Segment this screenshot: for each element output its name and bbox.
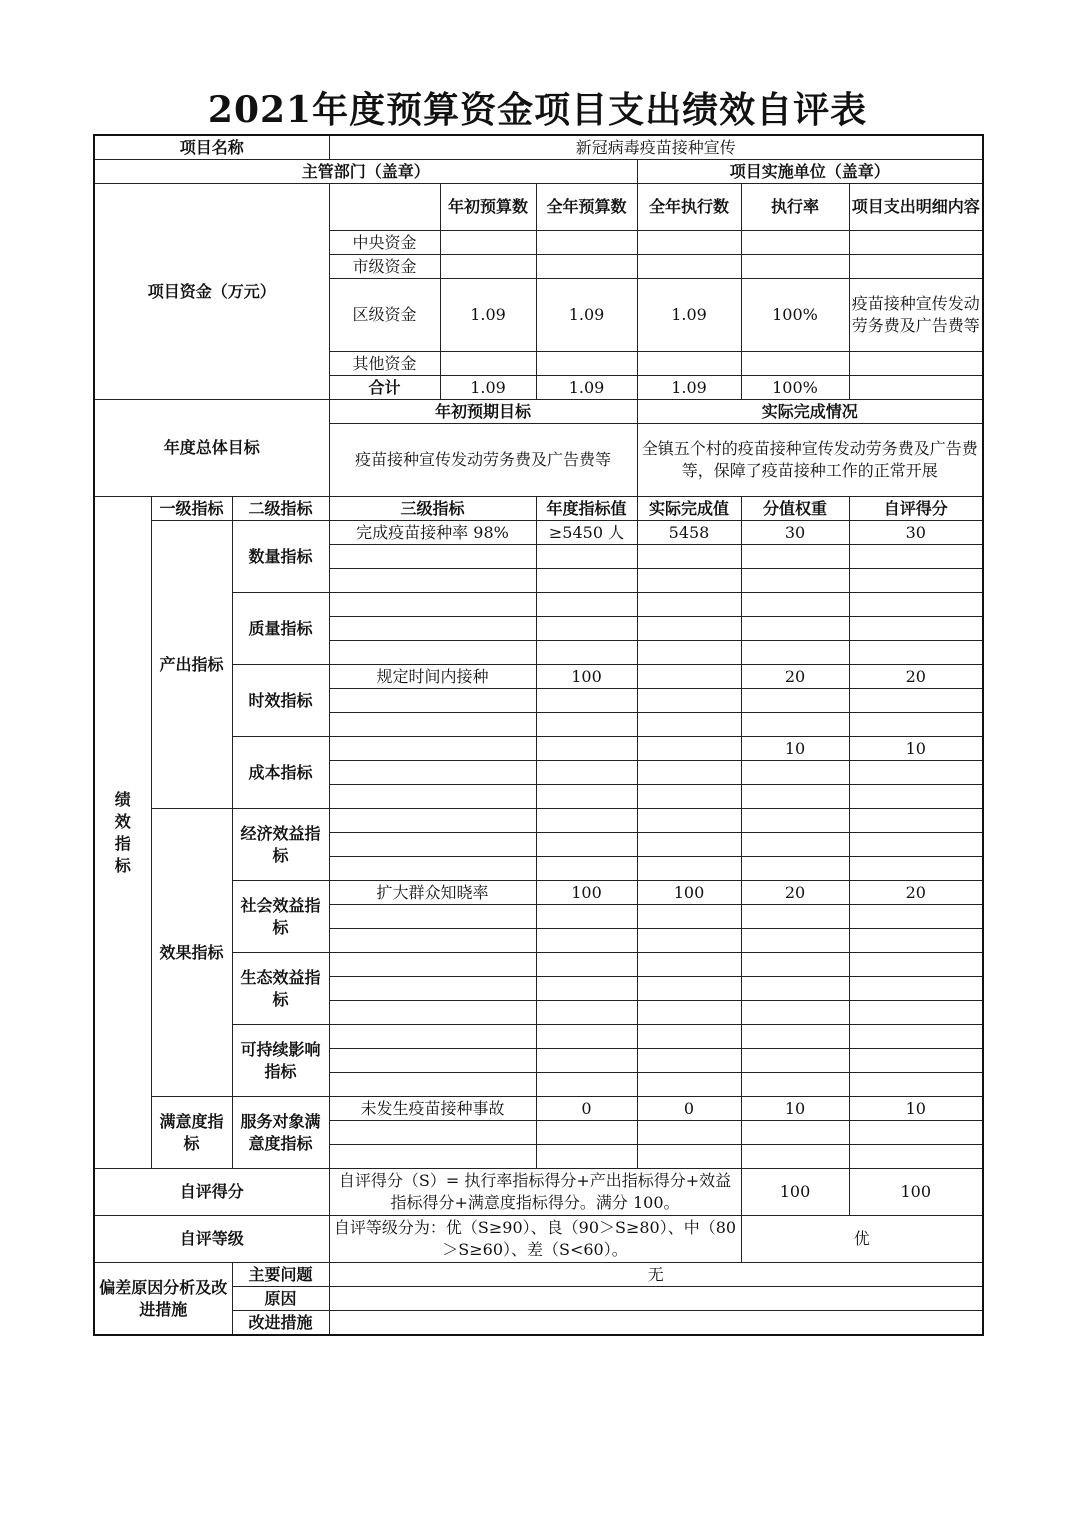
funds-row-name: 区级资金 (329, 279, 440, 352)
indicator-cell (329, 1025, 536, 1049)
target-cell (536, 569, 637, 593)
weight-cell (741, 1025, 849, 1049)
score-cell: 30 (849, 521, 983, 545)
actual-cell (637, 1001, 741, 1025)
target-cell: ≥5450 人 (536, 521, 637, 545)
funds-cell: 1.09 (440, 279, 536, 352)
score-cell: 20 (849, 665, 983, 689)
actual-cell (637, 737, 741, 761)
funds-cell: 1.09 (637, 376, 741, 400)
score-cell (849, 857, 983, 881)
actual-cell (637, 905, 741, 929)
score-cell (849, 905, 983, 929)
target-cell (536, 593, 637, 617)
problem-label: 主要问题 (232, 1263, 329, 1287)
actual-cell: 5458 (637, 521, 741, 545)
level2-quality: 质量指标 (232, 593, 329, 665)
weight-cell (741, 833, 849, 857)
self-grade-label: 自评等级 (94, 1216, 329, 1263)
funds-cell (849, 376, 983, 400)
funds-cell (741, 352, 849, 376)
level1-output: 产出指标 (151, 521, 232, 809)
weight-cell (741, 1049, 849, 1073)
self-grade-value: 优 (741, 1216, 983, 1263)
indicator-cell (329, 1121, 536, 1145)
actual-cell (637, 665, 741, 689)
target-cell (536, 785, 637, 809)
actual-cell (637, 857, 741, 881)
weight-cell (741, 905, 849, 929)
target-cell (536, 857, 637, 881)
score-cell: 20 (849, 881, 983, 905)
indicator-cell (329, 641, 536, 665)
indicator-cell (329, 977, 536, 1001)
score-cell: 10 (849, 1097, 983, 1121)
indicator-cell (329, 953, 536, 977)
goal-actual-label: 实际完成情况 (637, 400, 983, 424)
self-grade-rule: 自评等级分为：优（S≥90）、良（90＞S≥80）、中（80＞S≥60）、差（S<60）。 (329, 1216, 741, 1263)
target-cell: 0 (536, 1097, 637, 1121)
funds-header-initial: 年初预算数 (440, 184, 536, 231)
perf-header-level3: 三级指标 (329, 497, 536, 521)
funds-cell (440, 255, 536, 279)
funds-cell (849, 231, 983, 255)
funds-cell: 100% (741, 279, 849, 352)
score-cell (849, 809, 983, 833)
self-score-row (94, 1169, 983, 1216)
weight-cell: 10 (741, 1097, 849, 1121)
level2-economic: 经济效益指标 (232, 809, 329, 881)
funds-header-blank (329, 184, 440, 231)
level2-ecological: 生态效益指标 (232, 953, 329, 1025)
level2-timeliness: 时效指标 (232, 665, 329, 737)
actual-cell (637, 929, 741, 953)
indicator-cell (329, 833, 536, 857)
funds-total-label: 合计 (329, 376, 440, 400)
funds-cell (741, 231, 849, 255)
target-cell (536, 689, 637, 713)
indicator-cell (329, 929, 536, 953)
score-cell (849, 617, 983, 641)
target-cell: 100 (536, 881, 637, 905)
funds-label: 项目资金（万元） (94, 184, 329, 400)
funds-header-rate: 执行率 (741, 184, 849, 231)
actual-cell: 0 (637, 1097, 741, 1121)
goal-expected: 疫苗接种宣传发动劳务费及广告费等 (329, 424, 637, 497)
unit-label: 项目实施单位（盖章） (637, 160, 983, 184)
level2-service: 服务对象满意度指标 (232, 1097, 329, 1169)
score-cell: 10 (849, 737, 983, 761)
perf-label: 绩效指标 (94, 497, 151, 1169)
indicator-cell (329, 809, 536, 833)
goal-expected-label: 年初预期目标 (329, 400, 637, 424)
funds-detail-cell: 疫苗接种宣传发动劳务费及广告费等 (849, 279, 983, 352)
funds-cell (440, 231, 536, 255)
weight-cell (741, 785, 849, 809)
score-cell (849, 1049, 983, 1073)
actual-cell (637, 641, 741, 665)
score-cell (849, 953, 983, 977)
self-score-formula: 自评得分（S）= 执行率指标得分+产出指标得分+效益指标得分+满意度指标得分。满分 100。 (329, 1169, 741, 1216)
indicator-cell (329, 713, 536, 737)
weight-cell (741, 953, 849, 977)
score-cell (849, 833, 983, 857)
weight-cell (741, 977, 849, 1001)
actual-cell (637, 833, 741, 857)
indicator-cell (329, 545, 536, 569)
weight-cell (741, 641, 849, 665)
funds-cell (440, 352, 536, 376)
actual-cell (637, 593, 741, 617)
page-title: 2021年度预算资金项目支出绩效自评表 (207, 89, 868, 131)
target-cell (536, 713, 637, 737)
score-cell (849, 929, 983, 953)
actual-cell (637, 977, 741, 1001)
indicator-cell: 扩大群众知晓率 (329, 881, 536, 905)
indicator-cell (329, 1001, 536, 1025)
actual-cell (637, 1121, 741, 1145)
self-score-value: 100 (849, 1169, 983, 1216)
funds-header-detail: 项目支出明细内容 (849, 184, 983, 231)
indicator-cell (329, 737, 536, 761)
funds-cell (637, 352, 741, 376)
indicator-cell (329, 1049, 536, 1073)
weight-cell (741, 545, 849, 569)
indicator-cell (329, 1073, 536, 1097)
actual-cell (637, 809, 741, 833)
target-cell (536, 929, 637, 953)
actual-cell (637, 1145, 741, 1169)
target-cell (536, 1121, 637, 1145)
funds-cell (637, 231, 741, 255)
indicator-cell (329, 785, 536, 809)
target-cell (536, 1145, 637, 1169)
weight-cell (741, 761, 849, 785)
funds-cell: 1.09 (637, 279, 741, 352)
target-cell (536, 1001, 637, 1025)
measure-label: 改进措施 (232, 1311, 329, 1336)
funds-header-annual: 全年预算数 (536, 184, 637, 231)
department-row (94, 160, 983, 184)
level2-sustainable: 可持续影响指标 (232, 1025, 329, 1097)
actual-cell (637, 545, 741, 569)
weight-cell: 30 (741, 521, 849, 545)
level2-social: 社会效益指标 (232, 881, 329, 953)
funds-cell (741, 255, 849, 279)
weight-cell (741, 1073, 849, 1097)
weight-cell (741, 1001, 849, 1025)
target-cell (536, 905, 637, 929)
score-cell (849, 689, 983, 713)
score-cell (849, 1073, 983, 1097)
score-cell (849, 1121, 983, 1145)
funds-cell (849, 255, 983, 279)
indicator-cell (329, 905, 536, 929)
target-cell (536, 1049, 637, 1073)
goal-header-row (94, 400, 983, 424)
indicator-cell: 完成疫苗接种率 98% (329, 521, 536, 545)
score-cell (849, 569, 983, 593)
target-cell (536, 809, 637, 833)
problem-value: 无 (329, 1263, 983, 1287)
table-row (94, 1097, 983, 1121)
target-cell (536, 977, 637, 1001)
goal-actual: 全镇五个村的疫苗接种宣传发动劳务费及广告费等，保障了疫苗接种工作的正常开展 (637, 424, 983, 497)
score-cell (849, 1025, 983, 1049)
weight-cell: 10 (741, 737, 849, 761)
weight-cell (741, 713, 849, 737)
funds-cell: 100% (741, 376, 849, 400)
funds-row-name: 中央资金 (329, 231, 440, 255)
target-cell (536, 1025, 637, 1049)
target-cell (536, 545, 637, 569)
self-score-weight: 100 (741, 1169, 849, 1216)
target-cell (536, 833, 637, 857)
indicator-cell (329, 593, 536, 617)
dept-label: 主管部门（盖章） (94, 160, 637, 184)
funds-row-name: 市级资金 (329, 255, 440, 279)
actual-cell (637, 1025, 741, 1049)
actual-cell (637, 1049, 741, 1073)
project-name-value: 新冠病毒疫苗接种宣传 (329, 135, 983, 160)
actual-cell (637, 689, 741, 713)
indicator-cell: 未发生疫苗接种事故 (329, 1097, 536, 1121)
indicator-cell (329, 761, 536, 785)
funds-cell: 1.09 (536, 376, 637, 400)
self-score-label: 自评得分 (94, 1169, 329, 1216)
weight-cell (741, 809, 849, 833)
project-name-label: 项目名称 (94, 135, 329, 160)
funds-cell (536, 352, 637, 376)
weight-cell (741, 593, 849, 617)
perf-header-weight: 分值权重 (741, 497, 849, 521)
target-cell (536, 1073, 637, 1097)
table-row (94, 521, 983, 545)
weight-cell (741, 689, 849, 713)
actual-cell (637, 953, 741, 977)
funds-header-executed: 全年执行数 (637, 184, 741, 231)
indicator-cell (329, 689, 536, 713)
perf-header-row (94, 497, 983, 521)
funds-row-name: 其他资金 (329, 352, 440, 376)
table-row (94, 809, 983, 833)
level2-quantity: 数量指标 (232, 521, 329, 593)
target-cell (536, 761, 637, 785)
self-grade-row (94, 1216, 983, 1263)
perf-header-level2: 二级指标 (232, 497, 329, 521)
weight-cell (741, 617, 849, 641)
score-cell (849, 761, 983, 785)
level2-cost: 成本指标 (232, 737, 329, 809)
funds-cell: 1.09 (440, 376, 536, 400)
goal-label: 年度总体目标 (94, 400, 329, 497)
actual-cell (637, 785, 741, 809)
weight-cell: 20 (741, 881, 849, 905)
level1-satisfaction: 满意度指标 (151, 1097, 232, 1169)
weight-cell (741, 929, 849, 953)
weight-cell (741, 1145, 849, 1169)
perf-header-target: 年度指标值 (536, 497, 637, 521)
weight-cell (741, 569, 849, 593)
score-cell (849, 593, 983, 617)
target-cell: 100 (536, 665, 637, 689)
funds-cell (536, 231, 637, 255)
funds-cell (536, 255, 637, 279)
score-cell (849, 641, 983, 665)
perf-header-actual: 实际完成值 (637, 497, 741, 521)
performance-table (93, 134, 984, 1336)
indicator-cell (329, 569, 536, 593)
target-cell (536, 953, 637, 977)
target-cell (536, 737, 637, 761)
actual-cell (637, 617, 741, 641)
score-cell (849, 785, 983, 809)
deviation-label: 偏差原因分析及改进措施 (94, 1263, 232, 1336)
project-name-row (94, 135, 983, 160)
score-cell (849, 545, 983, 569)
target-cell (536, 617, 637, 641)
score-cell (849, 977, 983, 1001)
score-cell (849, 1145, 983, 1169)
funds-cell (849, 352, 983, 376)
weight-cell (741, 857, 849, 881)
actual-cell: 100 (637, 881, 741, 905)
perf-header-score: 自评得分 (849, 497, 983, 521)
indicator-cell (329, 1145, 536, 1169)
reason-label: 原因 (232, 1287, 329, 1311)
score-cell (849, 713, 983, 737)
actual-cell (637, 1073, 741, 1097)
perf-header-level1: 一级指标 (151, 497, 232, 521)
measure-value (329, 1311, 983, 1336)
target-cell (536, 641, 637, 665)
actual-cell (637, 713, 741, 737)
indicator-cell: 规定时间内接种 (329, 665, 536, 689)
deviation-row (94, 1263, 983, 1287)
indicator-cell (329, 617, 536, 641)
funds-header-row (94, 184, 983, 231)
weight-cell (741, 1121, 849, 1145)
indicator-cell (329, 857, 536, 881)
actual-cell (637, 761, 741, 785)
score-cell (849, 1001, 983, 1025)
reason-value (329, 1287, 983, 1311)
weight-cell: 20 (741, 665, 849, 689)
funds-cell: 1.09 (536, 279, 637, 352)
funds-cell (637, 255, 741, 279)
actual-cell (637, 569, 741, 593)
level1-effect: 效果指标 (151, 809, 232, 1097)
